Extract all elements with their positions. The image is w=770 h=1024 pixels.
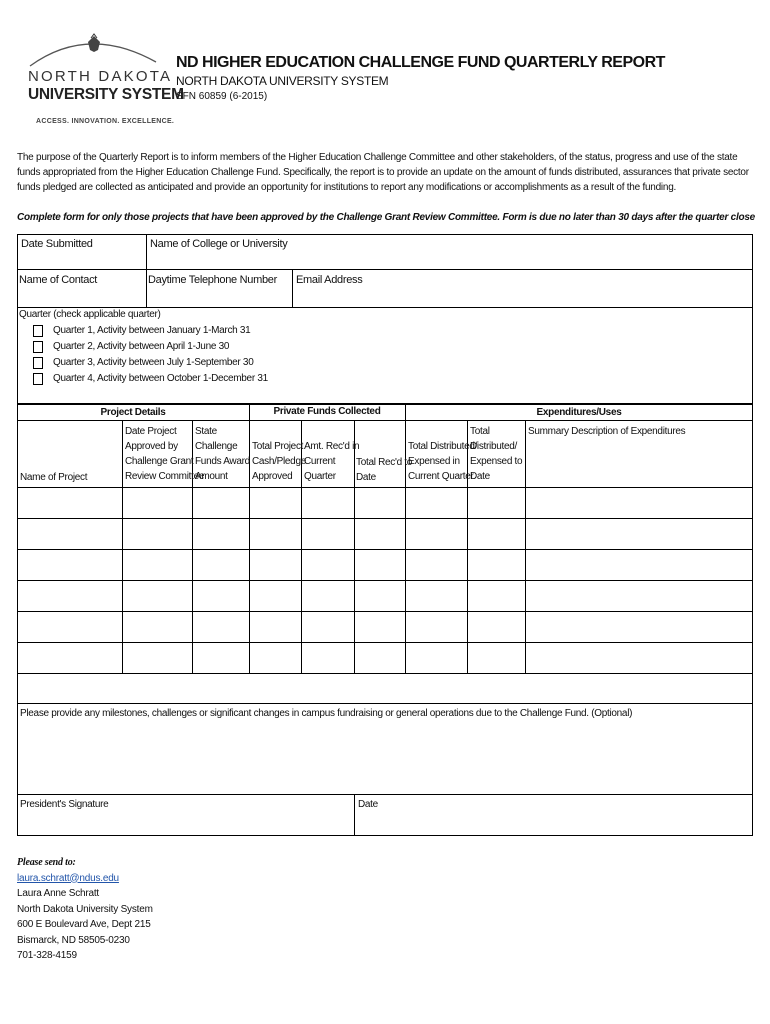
- col-header-total-recd: Total Rec'd to Date: [356, 457, 413, 483]
- col-header-summary: Summary Description of Expenditures: [528, 426, 686, 437]
- ndus-logo: [22, 22, 184, 132]
- send-to-email-link[interactable]: laura.schratt@ndus.edu: [17, 872, 119, 884]
- send-to-line: 600 E Boulevard Ave, Dept 215: [17, 919, 151, 930]
- logo-line2: UNIVERSITY SYSTEM: [28, 86, 184, 103]
- milestones-label: Please provide any milestones, challenges or significant changes in campus fundraising or general operations due to the Challenge Fund. (Optional): [20, 708, 633, 719]
- milestones-field[interactable]: [18, 722, 752, 792]
- quarter-1-checkbox[interactable]: [33, 325, 43, 337]
- phone-field[interactable]: [147, 290, 291, 306]
- col-header-distributed-date: Total Distributed/ Expensed to Date: [470, 426, 523, 482]
- president-signature-field[interactable]: [18, 812, 353, 834]
- logo-line1: NORTH DAKOTA: [28, 68, 173, 85]
- quarter-label: Quarter (check applicable quarter): [19, 309, 161, 320]
- col-header-distributed-quarter: Total Distributed/ Expensed in Current Quarter: [408, 441, 478, 482]
- logo-tagline: ACCESS. INNOVATION. EXCELLENCE.: [36, 118, 175, 125]
- send-to-line: Bismarck, ND 58505-0230: [17, 934, 130, 946]
- table-row[interactable]: [18, 519, 752, 548]
- email-field[interactable]: [293, 290, 751, 306]
- col-header-state-award: State Challenge Funds Award Amount: [195, 426, 250, 482]
- date-submitted-field[interactable]: [18, 254, 145, 268]
- email-label: Email Address: [296, 274, 363, 286]
- quarter-2-label: Quarter 2, Activity between April 1-June 30: [53, 341, 230, 352]
- group-private-funds: Private Funds Collected: [273, 406, 381, 417]
- phone-label: Daytime Telephone Number: [148, 274, 277, 286]
- instructions: Complete form for only those projects that have been approved by the Challenge Grant Review Committee. Form is due no later than 30 days after the quarter close: [17, 212, 755, 223]
- group-project-details: Project Details: [100, 407, 166, 418]
- table-row[interactable]: [18, 550, 752, 579]
- col-header-amt-recd: Amt. Rec'd in Current Quarter: [304, 441, 360, 482]
- table-row[interactable]: [18, 488, 752, 517]
- table-row[interactable]: [18, 581, 752, 610]
- send-to-line: 701-328-4159: [17, 950, 77, 961]
- college-label: Name of College or University: [150, 238, 288, 250]
- page-title: ND HIGHER EDUCATION CHALLENGE FUND QUARTERLY REPORT: [176, 54, 665, 71]
- table-row[interactable]: [18, 612, 752, 641]
- col-header-date-approved: Date Project Approved by Challenge Grant Review Committee: [125, 426, 205, 482]
- quarter-4-checkbox[interactable]: [33, 373, 43, 385]
- quarter-4-label: Quarter 4, Activity between October 1-December 31: [53, 373, 268, 384]
- purpose-paragraph: The purpose of the Quarterly Report is to inform members of the Higher Education Challenge Committee and other stakeholders, of the status, progress and use of the state funds appropriated from the Higher Education Challenge Fund. Specifically, the report is to provide an update on the amount of funds distributed, assurances that private sector funds pledged are collected as anticipated and provide an opportunity for institutions to report any modifications or accomplishments as a result of the funding.: [17, 152, 749, 193]
- send-to-heading: Please send to:: [17, 857, 76, 868]
- logo-mark-icon: [28, 28, 158, 70]
- send-to-line: Laura Anne Schratt: [17, 888, 100, 899]
- group-expenditures: Expenditures/Uses: [536, 407, 622, 418]
- quarter-3-label: Quarter 3, Activity between July 1-September 30: [53, 357, 254, 368]
- contact-field[interactable]: [18, 290, 145, 306]
- page-subtitle: NORTH DAKOTA UNIVERSITY SYSTEM: [176, 74, 389, 88]
- quarter-3-checkbox[interactable]: [33, 357, 43, 369]
- form-header: [176, 54, 665, 102]
- send-to-line: North Dakota University System: [17, 903, 153, 915]
- quarter-2-checkbox[interactable]: [33, 341, 43, 353]
- college-field[interactable]: [147, 254, 751, 268]
- table-row[interactable]: [18, 643, 752, 672]
- signature-date-field[interactable]: [355, 812, 751, 834]
- signature-date-label: Date: [358, 799, 378, 810]
- date-submitted-label: Date Submitted: [21, 238, 93, 250]
- form-number: SFN 60859 (6-2015): [176, 91, 268, 102]
- contact-label: Name of Contact: [19, 274, 98, 286]
- col-header-total-project: Total Project Cash/Pledge Approved: [252, 441, 306, 482]
- send-to-block: [17, 855, 153, 964]
- president-signature-label: President's Signature: [20, 799, 109, 810]
- quarter-1-label: Quarter 1, Activity between January 1-March 31: [53, 325, 251, 336]
- col-header-name: Name of Project: [20, 472, 88, 483]
- quarter-box: [17, 307, 753, 404]
